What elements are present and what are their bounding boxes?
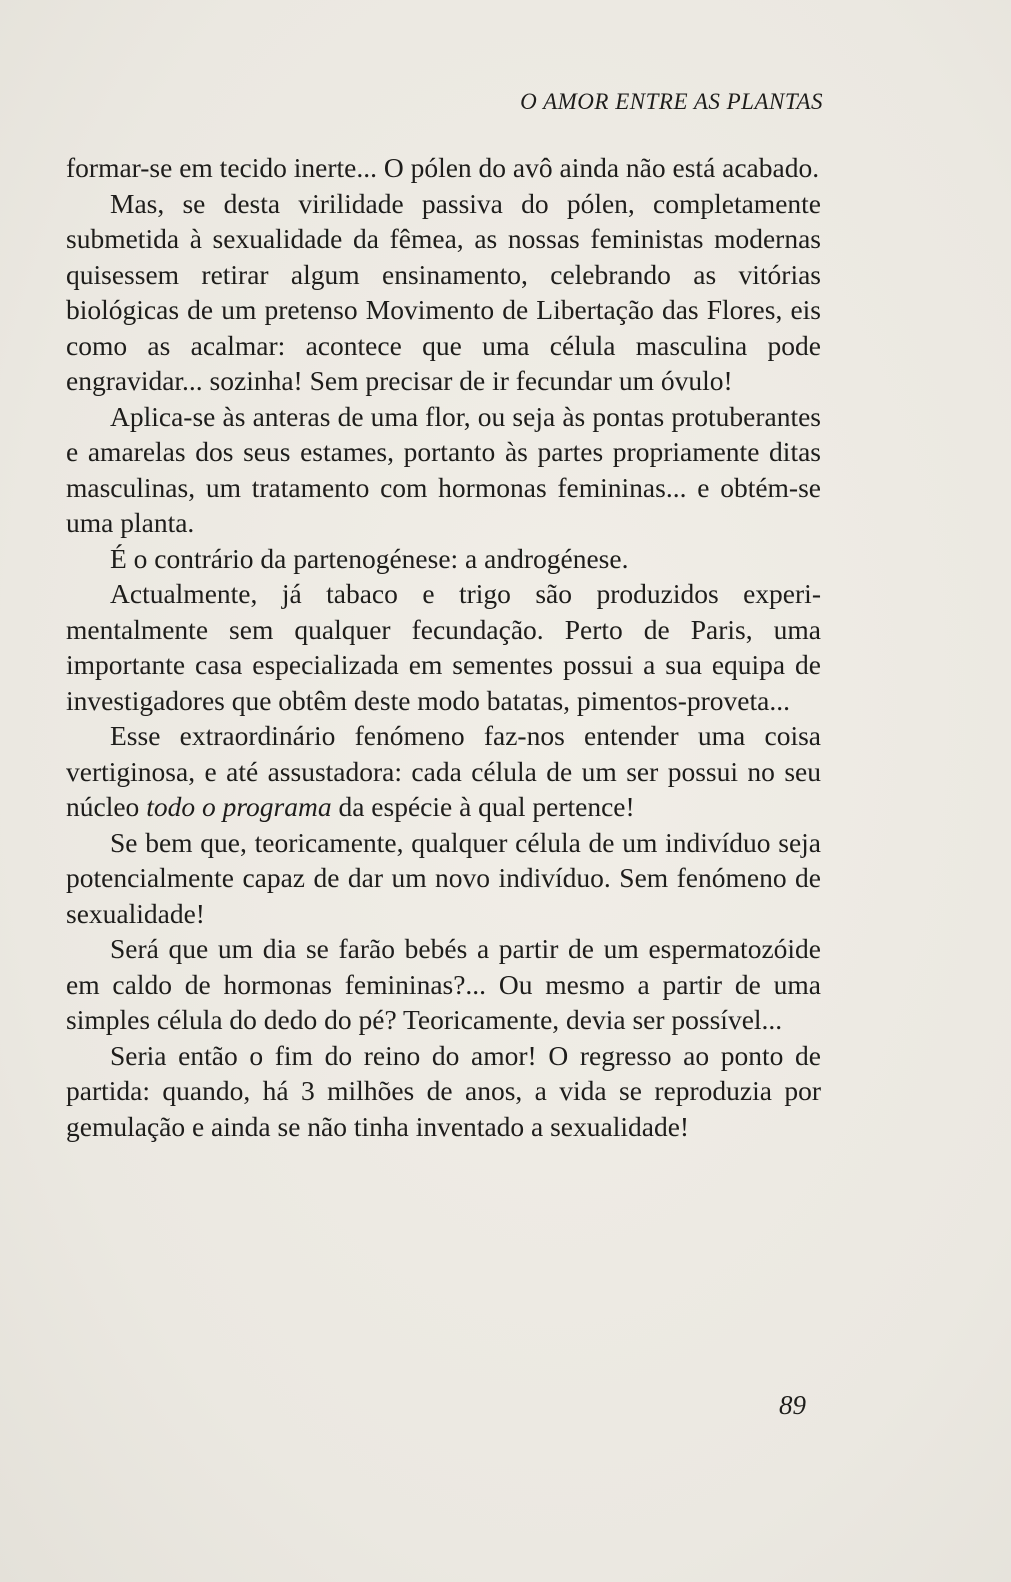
paragraph-8: Será que um dia se farão bebés a partir de um espermatozóide em caldo de hormonas femininas?... Ou mesmo a partir de uma simples célula do dedo do pé? Teoricamente, devia ser possível... [66,933,821,1035]
paragraph-6-end: da espécie à qual pertence! [331,791,635,822]
paragraph-6-start: Esse extraordinário fenómeno faz-nos entender uma coisa vertiginosa, e até assustadora: cada célula de um ser possui no seu núcleo [66,720,821,822]
paragraph-9: Seria então o fim do reino do amor! O regresso ao ponto de partida: quando, há 3 milhões de anos, a vida se reproduzia por gemulação e ainda se não tinha inventado a sexualidade! [66,1039,821,1142]
paragraph-5: Actualmente, já tabaco e trigo são produzidos experimentalmente sem qualquer fecundação. Perto de Paris, uma importante casa especializada em sementes possui a sua equipa de investigadores que obtêm deste modo batatas, pimentos-proveta... [66,578,821,716]
paragraph-4: É o contrário da partenogénese: a androgénese. [110,542,629,574]
running-head: O AMOR ENTRE AS PLANTAS [520,89,823,114]
paragraph-2: Mas, se desta virilidade passiva do pólen, completamente submetida à sexualidade da fêmea, as nossas feministas modernas quisessem retirar algum ensinamento, celebrando as vitórias biológicas de um pretenso Movimento de Libertação das Flores, eis como as acalmar: acontece que uma célula masculina pode engravidar... sozinha! Sem precisar de ir fecundar um óvulo! [66,187,821,396]
paragraph-6 [66,718,821,825]
emphasis-text: todo o programa [146,791,332,822]
paragraph-1: formar-se em tecido inerte... O pólen do avô ainda não está acabado. [66,152,820,183]
body-text [66,150,821,1144]
paragraph-3: Aplica-se às anteras de uma flor, ou seja às pontas protuberantes e amarelas dos seus estames, portanto às partes propriamente ditas masculinas, um tratamento com hormonas femininas... e obtém-se uma planta. [66,400,821,538]
page-number: 89 [779,1390,806,1420]
paragraph-7: Se bem que, teoricamente, qualquer célula de um indivíduo seja potencialmente capaz de dar um novo indivíduo. Sem fenómeno de sexualidade! [66,826,821,929]
